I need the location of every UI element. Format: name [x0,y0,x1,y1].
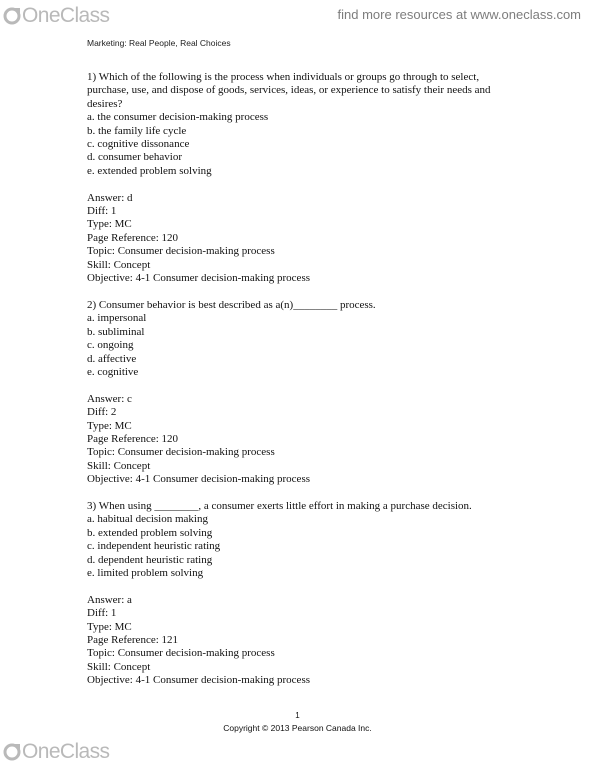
topic-line: Topic: Consumer decision-making process [87,446,275,459]
type-line: Type: MC [87,620,132,633]
answer-option: e. extended problem solving [87,164,212,177]
logo-text: OneClass [22,4,110,27]
answer-option: d. consumer behavior [87,151,182,164]
question-3-metadata [87,594,517,688]
logo-text: OneClass [22,740,110,763]
difficulty-line: Diff: 1 [87,607,117,620]
question-2-metadata [87,393,517,487]
answer-option: c. independent heuristic rating [87,540,221,553]
answer-option: c. ongoing [87,339,134,352]
question-stem: 2) Consumer behavior is best described as a(n)________ process. [87,298,376,311]
question-stem: 3) When using ________, a consumer exerts little effort in making a purchase decision. [87,499,472,512]
answer-line: Answer: a [87,593,132,606]
page-number: 1 [295,711,300,720]
topic-line: Topic: Consumer decision-making process [87,245,275,258]
question-3 [87,500,517,580]
answer-option: a. the consumer decision-making process [87,111,269,124]
skill-line: Skill: Concept [87,258,151,271]
answer-option: d. affective [87,352,137,365]
question-stem: 1) Which of the following is the process when individuals or groups go through to select, purchase, use, and dispose of goods, services, ideas, or experience to satisfy their needs and desires? [87,71,491,110]
answer-option: b. the family life cycle [87,124,187,137]
oneclass-logo-icon [3,7,21,25]
answer-option: e. cognitive [87,365,139,378]
objective-line: Objective: 4-1 Consumer decision-making process [87,473,311,486]
question-1 [87,71,517,178]
answer-option: b. extended problem solving [87,526,213,539]
answer-option: a. habitual decision making [87,513,208,526]
page-reference-line: Page Reference: 121 [87,633,179,646]
answer-line: Answer: c [87,392,132,405]
skill-line: Skill: Concept [87,660,151,673]
oneclass-logo[interactable] [3,4,109,28]
objective-line: Objective: 4-1 Consumer decision-making process [87,272,311,285]
topic-line: Topic: Consumer decision-making process [87,647,275,660]
page-reference-line: Page Reference: 120 [87,432,179,445]
objective-line: Objective: 4-1 Consumer decision-making process [87,674,311,687]
question-list [87,71,517,701]
answer-line: Answer: d [87,191,133,204]
difficulty-line: Diff: 1 [87,205,117,218]
type-line: Type: MC [87,218,132,231]
page-reference-line: Page Reference: 120 [87,231,179,244]
answer-option: a. impersonal [87,312,147,325]
oneclass-footer-logo[interactable] [3,740,109,764]
question-2 [87,299,517,379]
difficulty-line: Diff: 2 [87,406,117,419]
resources-link[interactable]: find more resources at www.oneclass.com [337,7,581,22]
answer-option: d. dependent heuristic rating [87,553,213,566]
document-subject: Marketing: Real People, Real Choices [87,38,231,48]
type-line: Type: MC [87,419,132,432]
skill-line: Skill: Concept [87,459,151,472]
answer-option: e. limited problem solving [87,566,204,579]
copyright-notice: Copyright © 2013 Pearson Canada Inc. [223,723,372,733]
oneclass-logo-icon [3,743,21,761]
question-1-metadata [87,192,517,286]
answer-option: c. cognitive dissonance [87,138,190,151]
answer-option: b. subliminal [87,325,145,338]
